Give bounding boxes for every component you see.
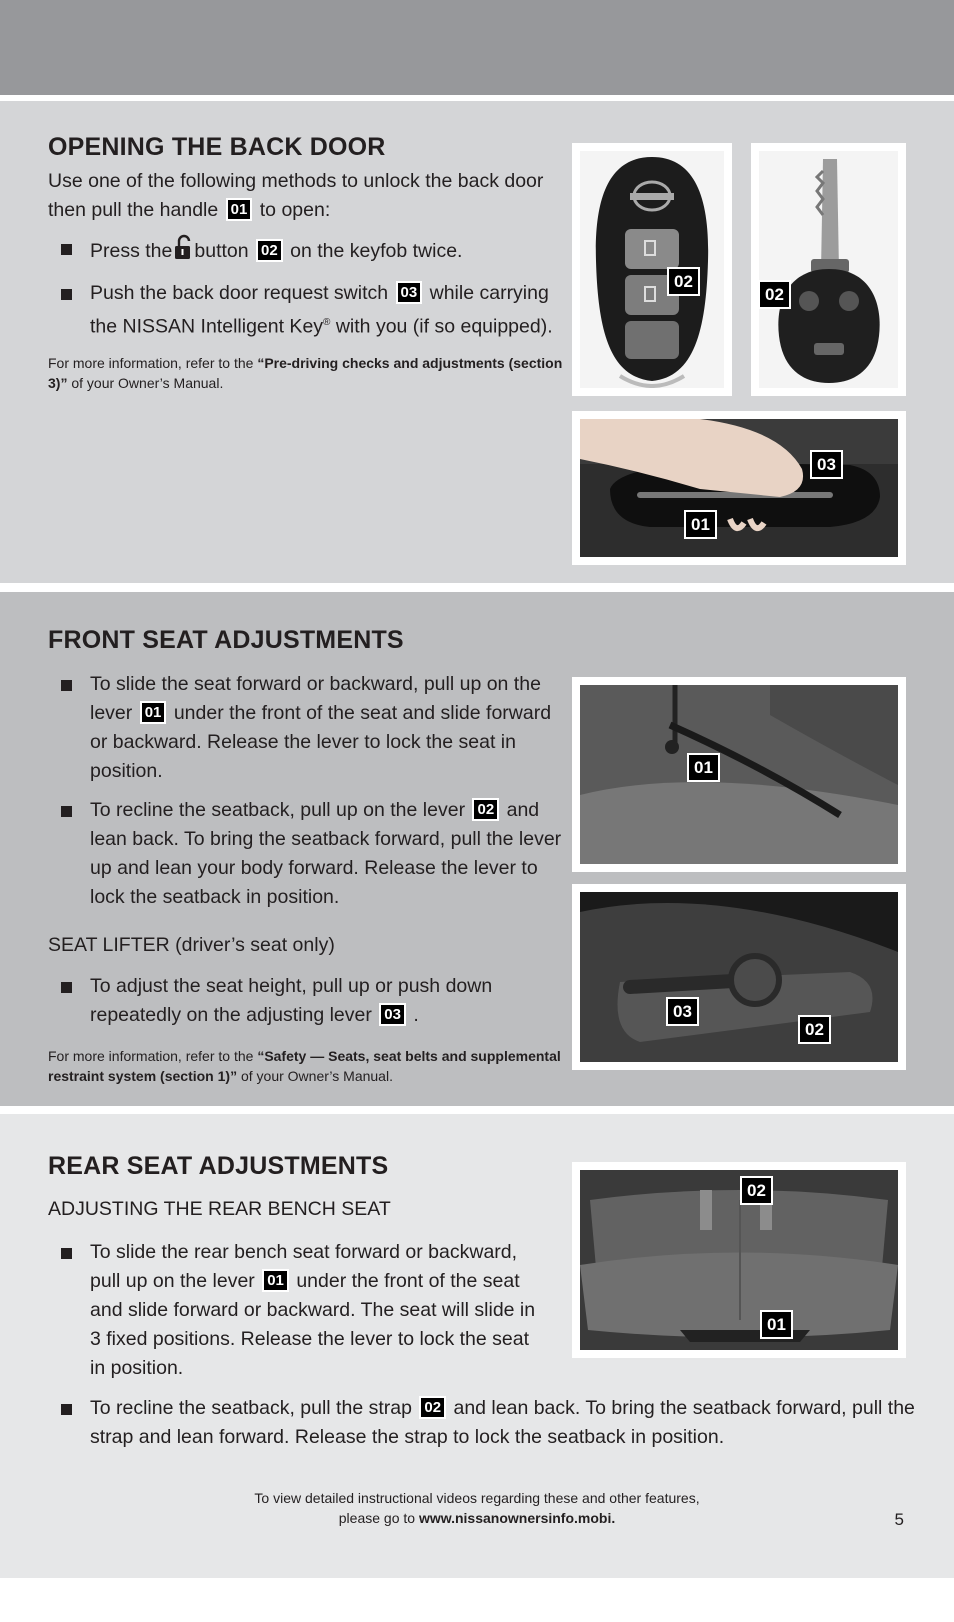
photo-label-02: 02	[740, 1176, 773, 1205]
photo-label-03: 03	[666, 997, 699, 1026]
rear-bench-heading: ADJUSTING THE REAR BENCH SEAT	[48, 1198, 391, 1220]
reference-note: For more information, refer to the “Safety — Seats, seat belts and supplemental restraint system (section 1)” of your Owner’s Manual.	[48, 1048, 561, 1084]
section-title: FRONT SEAT ADJUSTMENTS	[48, 626, 404, 654]
section-front-seat-adjustments	[0, 592, 954, 1106]
method-list	[48, 234, 568, 352]
photo-label-01: 01	[760, 1310, 793, 1339]
rear-seat-list	[48, 1238, 548, 1393]
seat-lifter-list	[48, 972, 548, 1040]
callout-03: 03	[397, 282, 422, 303]
seat-lifter-heading: SEAT LIFTER (driver’s seat only)	[48, 934, 335, 956]
section-opening-back-door	[0, 101, 954, 583]
photo-mechanical-key	[751, 143, 906, 396]
photo-label-01: 01	[687, 753, 720, 782]
photo-recline-and-lifter-levers	[572, 884, 906, 1070]
callout-01: 01	[227, 199, 252, 220]
list-item: To adjust the seat height, pull up or push down repeatedly on the adjusting lever 03 .	[48, 972, 548, 1030]
list-item: Push the back door request switch 03 while carrying the NISSAN Intelligent Key® with you (if so equipped).	[48, 279, 568, 342]
list-item: To slide the rear bench seat forward or backward, pull up on the lever 01 under the front of the seat and slide forward or backward. The seat will slide in 3 fixed positions. Release the lever to lock the seat in position.	[48, 1238, 548, 1383]
photo-label-02: 02	[798, 1015, 831, 1044]
rear-seat-list-2	[48, 1394, 918, 1462]
list-item: To recline the seatback, pull up on the lever 02 and lean back. To bring the seatback forward, pull the lever up and lean your body forward. Release the lever to lock the seatback in position.	[48, 796, 568, 912]
callout-02: 02	[420, 1397, 445, 1418]
list-item: Press the button 02 on the keyfob twice.	[48, 234, 568, 269]
photo-label-03: 03	[810, 450, 843, 479]
section-title: OPENING THE BACK DOOR	[48, 133, 386, 161]
page-number: 5	[894, 1510, 904, 1529]
unlock-icon	[174, 234, 192, 269]
section-title: REAR SEAT ADJUSTMENTS	[48, 1152, 389, 1180]
photo-label-02: 02	[758, 280, 791, 309]
top-band	[0, 0, 954, 95]
callout-01: 01	[141, 702, 166, 723]
photo-back-door-handle	[572, 411, 906, 565]
callout-02: 02	[473, 799, 498, 820]
list-item: To slide the seat forward or backward, pull up on the lever 01 under the front of the seat and slide forward or backward. Release the lever to lock the seat in position.	[48, 670, 568, 786]
callout-01: 01	[263, 1270, 288, 1291]
website-link[interactable]: www.nissanownersinfo.mobi.	[418, 1510, 616, 1526]
photo-seat-slide-lever	[572, 677, 906, 872]
callout-03: 03	[380, 1004, 405, 1025]
callout-02: 02	[257, 240, 282, 261]
list-item: To recline the seatback, pull the strap 02 and lean back. To bring the seatback forward, pull the strap and lean forward. Release the strap to lock the seatback in position.	[48, 1394, 918, 1452]
footer-note: To view detailed instructional videos regarding these and other features, please go to www.nissanownersinfo.mobi.	[254, 1490, 700, 1526]
photo-intelligent-key	[572, 143, 732, 396]
reference-note: For more information, refer to the “Pre-driving checks and adjustments (section 3)” of your Owner’s Manual.	[48, 355, 563, 391]
front-seat-list	[48, 670, 568, 922]
photo-label-02: 02	[667, 267, 700, 296]
photo-label-01: 01	[684, 510, 717, 539]
intro-text: Use one of the following methods to unlock the back door then pull the handle 01 to open:	[48, 170, 544, 221]
photo-rear-bench-seat	[572, 1162, 906, 1358]
